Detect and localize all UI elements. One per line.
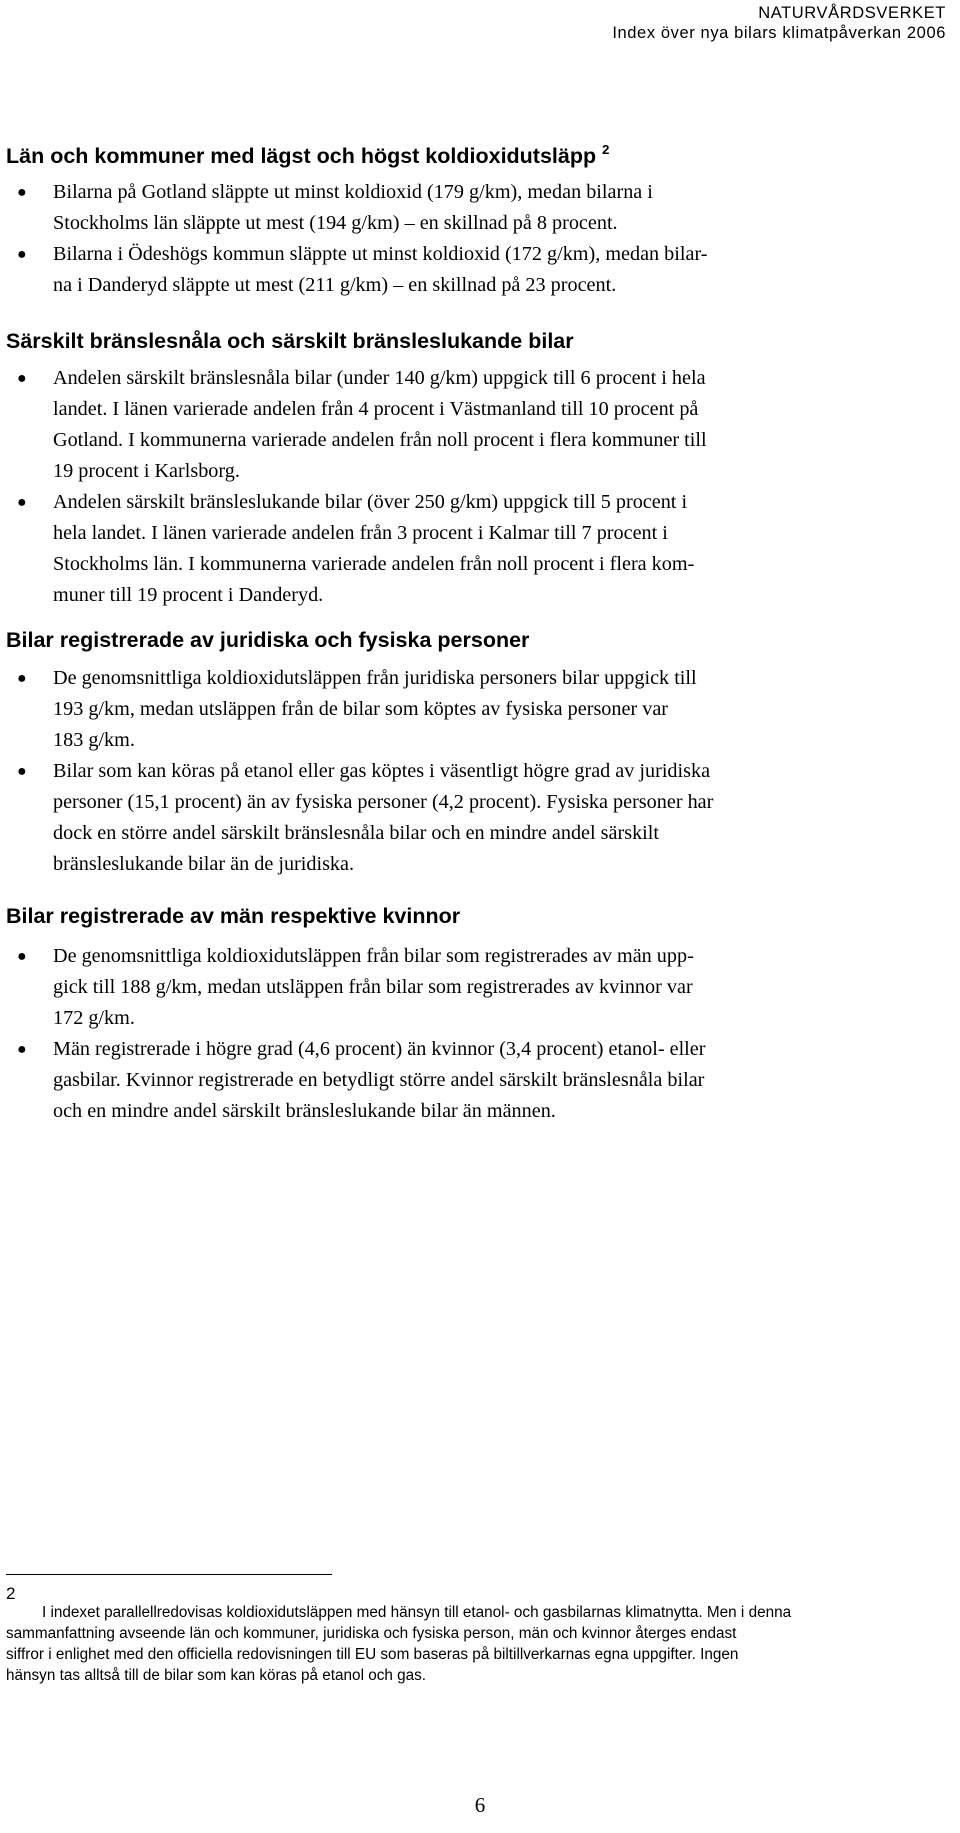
bullet-list	[6, 941, 705, 1127]
section-heading: Bilar registrerade av män respektive kvinnor	[6, 904, 461, 928]
bullet-icon: ●	[17, 1041, 27, 1058]
list-item: ● Bilarna på Gotland släppte ut minst koldioxid (179 g/km), medan bilarna i Stockholms län släppte ut mest (194 g/km) – en skillnad på 8 procent.	[6, 177, 708, 239]
footnote-reference: 2	[602, 142, 610, 157]
footnote-marker: 2	[6, 1584, 16, 1603]
footnote-text: I indexet parallellredovisas koldioxidutsläppen med hänsyn till etanol- och gasbilarnas klimatnytta. Men i denna sammanfattning avseende län och kommuner, juridiska och fysiska person, män och kvinnor återges endast siffror i enlighet med den officiella redovisningen till EU som baseras på biltillverkarnas egna uppgifter. Ingen hänsyn tas alltså till de bilar som kan köras på etanol och gas.	[6, 1604, 792, 1684]
footnote-separator	[6, 1574, 332, 1575]
header-org: NATURVÅRDSVERKET	[758, 4, 946, 22]
list-item: ● Män registrerade i högre grad (4,6 procent) än kvinnor (3,4 procent) etanol- eller gasbilar. Kvinnor registrerade en betydligt större andel särskilt bränslesnåla bilar och en mindre andel särskilt bränsleslukande bilar än männen.	[6, 1034, 705, 1127]
page-number: 6	[474, 1793, 486, 1817]
section-heading: Län och kommuner med lägst och högst koldioxidutsläpp $^2$	[6, 142, 610, 168]
bullet-icon: ●	[17, 184, 27, 201]
bullet-list	[6, 663, 713, 880]
bullet-list	[6, 363, 707, 611]
header-report-title: Index över nya bilars klimatpåverkan 2006	[612, 24, 946, 42]
bullet-icon: ●	[17, 494, 27, 511]
bullet-icon: ●	[17, 670, 27, 687]
section-heading: Bilar registrerade av juridiska och fysiska personer	[6, 628, 530, 652]
section-heading: Särskilt bränslesnåla och särskilt bränsleslukande bilar	[6, 329, 574, 353]
bullet-icon: ●	[17, 370, 27, 387]
list-item: ● Bilarna i Ödeshögs kommun släppte ut minst koldioxid (172 g/km), medan bilar- na i Danderyd släppte ut mest (211 g/km) – en skillnad på 23 procent.	[6, 239, 708, 301]
bullet-icon: ●	[17, 948, 27, 965]
bullet-icon: ●	[17, 246, 27, 263]
list-item: ● Andelen särskilt bränsleslukande bilar (över 250 g/km) uppgick till 5 procent i hela landet. I länen varierade andelen från 3 procent i Kalmar till 7 procent i Stockholms län. I kommunerna varierade andelen från noll procent i flera kom- muner till 19 procent i Danderyd.	[6, 487, 707, 611]
bullet-icon: ●	[17, 763, 27, 780]
list-item: ● Andelen särskilt bränslesnåla bilar (under 140 g/km) uppgick till 6 procent i hela landet. I länen varierade andelen från 4 procent i Västmanland till 10 procent på Gotland. I kommunerna varierade andelen från noll procent i flera kommuner till 19 procent i Karlsborg.	[6, 363, 707, 487]
list-item: ● De genomsnittliga koldioxidutsläppen från juridiska personers bilar uppgick till 193 g/km, medan utsläppen från de bilar som köptes av fysiska personer var 183 g/km.	[6, 663, 713, 756]
page-header	[612, 3, 946, 43]
bullet-list	[6, 177, 708, 301]
list-item: ● De genomsnittliga koldioxidutsläppen från bilar som registrerades av män upp- gick till 188 g/km, medan utsläppen från bilar som registrerades av kvinnor var 172 g/km.	[6, 941, 705, 1034]
list-item: ● Bilar som kan köras på etanol eller gas köptes i väsentligt högre grad av juridiska personer (15,1 procent) än av fysiska personer (4,2 procent). Fysiska personer har dock en större andel särskilt bränslesnåla bilar och en mindre andel särskilt bränsleslukande bilar än de juridiska.	[6, 756, 713, 880]
